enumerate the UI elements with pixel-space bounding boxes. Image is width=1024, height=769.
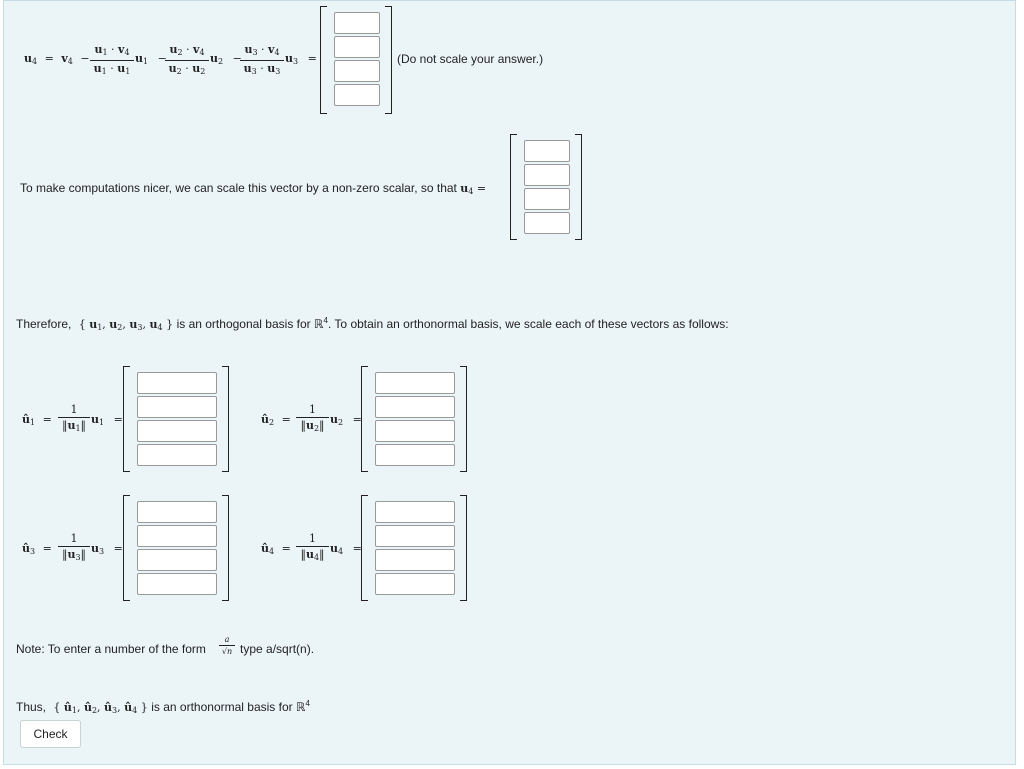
uhat2-entry-2[interactable] (375, 396, 455, 418)
left-bracket (361, 366, 368, 472)
u4-entry-3[interactable] (334, 60, 380, 82)
uhat4-entry-4[interactable] (375, 573, 455, 595)
eq1-lhs: $u_4 = v_4$ − (24, 52, 90, 66)
uhat3-entry-2[interactable] (137, 525, 217, 547)
right-bracket (575, 134, 582, 240)
uhat3-fraction: 1 $‖u_3‖$ (58, 532, 90, 564)
right-bracket (460, 366, 467, 472)
question-panel (3, 0, 1016, 765)
right-bracket (460, 495, 467, 601)
uhat1-entry-3[interactable] (137, 420, 217, 442)
uhat1-vector: $u_1$ = (91, 413, 123, 427)
orthonormal-basis-statement: Thus, { $û_1$, $û_2$, $û_3$, $û_4$ } is an orthonormal basis for ℝ$^4$ (16, 699, 310, 715)
uhat4-entry-2[interactable] (375, 525, 455, 547)
answer-vector-u4 (320, 6, 392, 114)
uhat2-vector: $u_2$ = (330, 413, 362, 427)
left-bracket (123, 495, 130, 601)
uhat3-vector: $u_3$ = (91, 542, 123, 556)
uhat1-fraction: 1 $‖u_1‖$ (58, 403, 90, 435)
orthogonal-basis-statement: Therefore, { $u_1$, $u_2$, $u_3$, $u_4$ } is an orthogonal basis for ℝ$^4$. To obtain an orthonormal basis, we scale each of these vectors as follows: (16, 316, 729, 332)
right-bracket (385, 6, 392, 114)
answer-vector-uhat1 (123, 366, 229, 472)
left-bracket (510, 134, 517, 240)
answer-vector-uhat2 (361, 366, 467, 472)
right-bracket (222, 495, 229, 601)
check-button[interactable]: Check (20, 720, 81, 748)
left-bracket (361, 495, 368, 601)
scaled-u4-entry-2[interactable] (524, 164, 570, 186)
uhat4-entry-1[interactable] (375, 501, 455, 523)
uhat1-entry-2[interactable] (137, 396, 217, 418)
right-bracket (222, 366, 229, 472)
input-format-note: Note: To enter a number of the form (16, 642, 206, 656)
uhat2-fraction: 1 $‖u_2‖$ (296, 403, 329, 435)
u4-entry-2[interactable] (334, 36, 380, 58)
u4-entry-1[interactable] (334, 12, 380, 34)
uhat3-entry-3[interactable] (137, 549, 217, 571)
scaled-u4-entry-4[interactable] (524, 212, 570, 234)
answer-vector-uhat4 (361, 495, 467, 601)
answer-vector-uhat3 (123, 495, 229, 601)
do-not-scale-note: (Do not scale your answer.) (397, 52, 544, 66)
scaled-u4-entry-1[interactable] (524, 140, 570, 162)
uhat1-entry-4[interactable] (137, 444, 217, 466)
eq1-term2-fraction: $u_2 \cdot v_4$ $u_2 \cdot u_2$ (165, 43, 209, 78)
uhat3-entry-4[interactable] (137, 573, 217, 595)
note-fraction: a √n (219, 635, 235, 656)
eq1-term3-fraction: $u_3 \cdot v_4$ $u_3 \cdot u_3$ (240, 43, 284, 78)
eq1-term1-vector: $u_1$ − (135, 52, 167, 66)
uhat4-lhs: $û_4$ = (261, 542, 291, 556)
scale-instruction: To make computations nicer, we can scale this vector by a non-zero scalar, so that $u_4$ = (20, 181, 487, 196)
uhat2-entry-1[interactable] (375, 372, 455, 394)
answer-vector-u4-scaled (510, 134, 582, 240)
eq1-term1-fraction: $u_1 \cdot v_4$ $u_1 \cdot u_1$ (90, 43, 134, 78)
uhat3-lhs: $û_3$ = (22, 542, 52, 556)
eq1-term2-vector: $u_2$ − (210, 52, 242, 66)
input-format-note-suffix: type a/sqrt(n). (240, 642, 315, 656)
scaled-u4-entry-3[interactable] (524, 188, 570, 210)
uhat2-entry-4[interactable] (375, 444, 455, 466)
left-bracket (320, 6, 327, 114)
left-bracket (123, 366, 130, 472)
uhat2-entry-3[interactable] (375, 420, 455, 442)
uhat2-lhs: $û_2$ = (261, 413, 291, 427)
uhat4-entry-3[interactable] (375, 549, 455, 571)
uhat3-entry-1[interactable] (137, 501, 217, 523)
uhat1-lhs: $û_1$ = (22, 413, 52, 427)
uhat4-vector: $u_4$ = (330, 542, 362, 556)
u4-entry-4[interactable] (334, 84, 380, 106)
eq1-term3-vector: $u_3$ = (285, 52, 317, 66)
uhat1-entry-1[interactable] (137, 372, 217, 394)
uhat4-fraction: 1 $‖u_4‖$ (296, 532, 329, 564)
